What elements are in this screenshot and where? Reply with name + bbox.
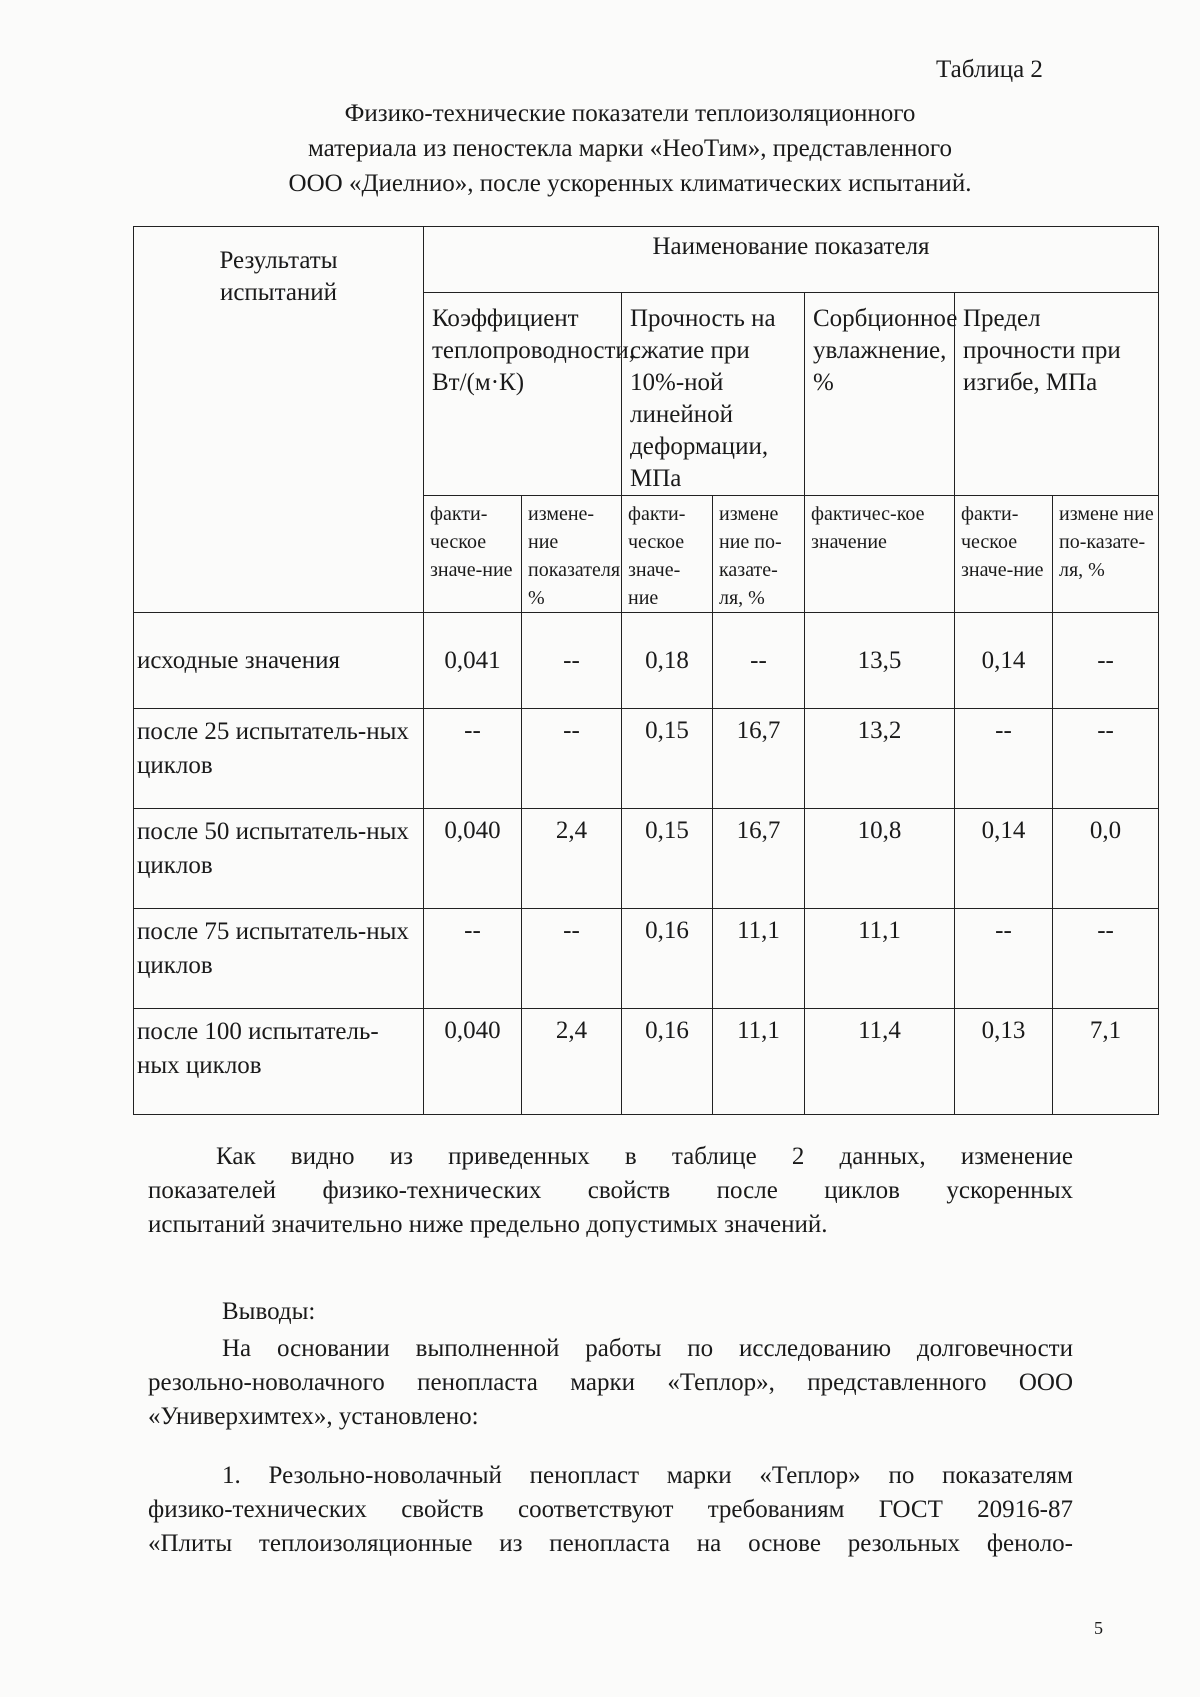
table-row (134, 709, 1159, 809)
table-cell: 11,1 (713, 1009, 805, 1115)
paragraph-line: Как видно из приведенных в таблице 2 данных, изменение (216, 1143, 1073, 1170)
table-cell: 0,041 (424, 613, 522, 709)
table-cell: -- (522, 613, 622, 709)
column-header-sorption: Сорбционное увлажнение, % (805, 293, 955, 496)
table-cell: -- (424, 909, 522, 1009)
paragraph-line: «Универхимтех», установлено: (148, 1403, 479, 1430)
corner-header: Результаты испытаний (134, 227, 424, 613)
sub-header: факти-ческое значе-ние (955, 496, 1053, 613)
table-cell: -- (1053, 709, 1159, 809)
row-label: после 75 испытатель-ных циклов (134, 909, 424, 1009)
table-row (134, 809, 1159, 909)
table-cell: 11,1 (805, 909, 955, 1009)
table-label: Таблица 2 (936, 56, 1043, 83)
table-cell: 0,14 (955, 809, 1053, 909)
row-label: после 100 испытатель-ных циклов (134, 1009, 424, 1115)
table-cell: 0,040 (424, 1009, 522, 1115)
sub-header: факти-ческое значе-ние (622, 496, 713, 613)
paragraph-line: испытаний значительно ниже предельно допустимых значений. (148, 1211, 828, 1238)
table-row (134, 909, 1159, 1009)
table-cell: 7,1 (1053, 1009, 1159, 1115)
table-cell: -- (1053, 909, 1159, 1009)
table-cell: 0,16 (622, 909, 713, 1009)
group-header: Наименование показателя (424, 227, 1159, 293)
analysis-paragraph (148, 1140, 1073, 1242)
sub-header: факти-ческое значе-ние (424, 496, 522, 613)
table-cell: 0,18 (622, 613, 713, 709)
table-cell: 2,4 (522, 1009, 622, 1115)
table-cell: 0,16 (622, 1009, 713, 1115)
table-cell: 13,2 (805, 709, 955, 809)
table-cell: 0,14 (955, 613, 1053, 709)
table-cell: 2,4 (522, 809, 622, 909)
table-cell: 0,0 (1053, 809, 1159, 909)
paragraph-line: На основании выполненной работы по исследованию долговечности (222, 1335, 1073, 1362)
paragraph-line: «Плиты теплоизоляционные из пенопласта на основе резольных феноло- (148, 1530, 1073, 1557)
conclusions-intro (148, 1332, 1073, 1434)
table-cell: -- (713, 613, 805, 709)
table-cell: -- (955, 909, 1053, 1009)
row-label: после 50 испытатель-ных циклов (134, 809, 424, 909)
table-cell: 0,15 (622, 709, 713, 809)
table-row (134, 1009, 1159, 1115)
page-number: 5 (1094, 1618, 1103, 1638)
sub-header: измене-ние показателя % (522, 496, 622, 613)
results-table (133, 226, 1159, 1115)
table-cell: -- (1053, 613, 1159, 709)
paragraph-line: резольно-новолачного пенопласта марки «Теплор», представленного ООО (148, 1369, 1073, 1396)
caption-line: Физико-технические показатели теплоизоляционного (344, 100, 916, 127)
paragraph-line: 1. Резольно-новолачный пенопласт марки «Теплор» по показателям (222, 1462, 1073, 1489)
column-header-bending-strength: Предел прочности при изгибе, МПа (955, 293, 1159, 496)
table-cell: 16,7 (713, 809, 805, 909)
sub-header: фактичес-кое значение (805, 496, 955, 613)
table-caption (200, 96, 1060, 201)
table-cell: 10,8 (805, 809, 955, 909)
conclusion-item-1 (148, 1459, 1073, 1561)
table-cell: -- (522, 909, 622, 1009)
sub-header: измене ние по-казате-ля, % (713, 496, 805, 613)
table-cell: 0,040 (424, 809, 522, 909)
table-cell: 13,5 (805, 613, 955, 709)
column-header-compressive-strength: Прочность на сжатие при 10%-ной линейной деформации, МПа (622, 293, 805, 496)
caption-line: ООО «Диелнио», после ускоренных климатических испытаний. (288, 170, 972, 197)
caption-line: материала из пеностекла марки «НеоТим», представленного (308, 135, 952, 162)
table-cell: 11,4 (805, 1009, 955, 1115)
table-cell: -- (955, 709, 1053, 809)
table-cell: 0,15 (622, 809, 713, 909)
paragraph-line: показателей физико-технических свойств после циклов ускоренных (148, 1177, 1073, 1204)
sub-header: измене ние по-казате-ля, % (1053, 496, 1159, 613)
table-cell: -- (522, 709, 622, 809)
row-label: исходные значения (134, 613, 424, 709)
table-cell: 16,7 (713, 709, 805, 809)
paragraph-line: физико-технических свойств соответствуют требованиям ГОСТ 20916-87 (148, 1496, 1073, 1523)
table-cell: -- (424, 709, 522, 809)
conclusions-title: Выводы: (222, 1298, 316, 1325)
table-row (134, 613, 1159, 709)
table-cell: 0,13 (955, 1009, 1053, 1115)
column-header-thermal-conductivity: Коэффициент теплопроводности, Вт/(м·К) (424, 293, 622, 496)
row-label: после 25 испытатель-ных циклов (134, 709, 424, 809)
table-cell: 11,1 (713, 909, 805, 1009)
